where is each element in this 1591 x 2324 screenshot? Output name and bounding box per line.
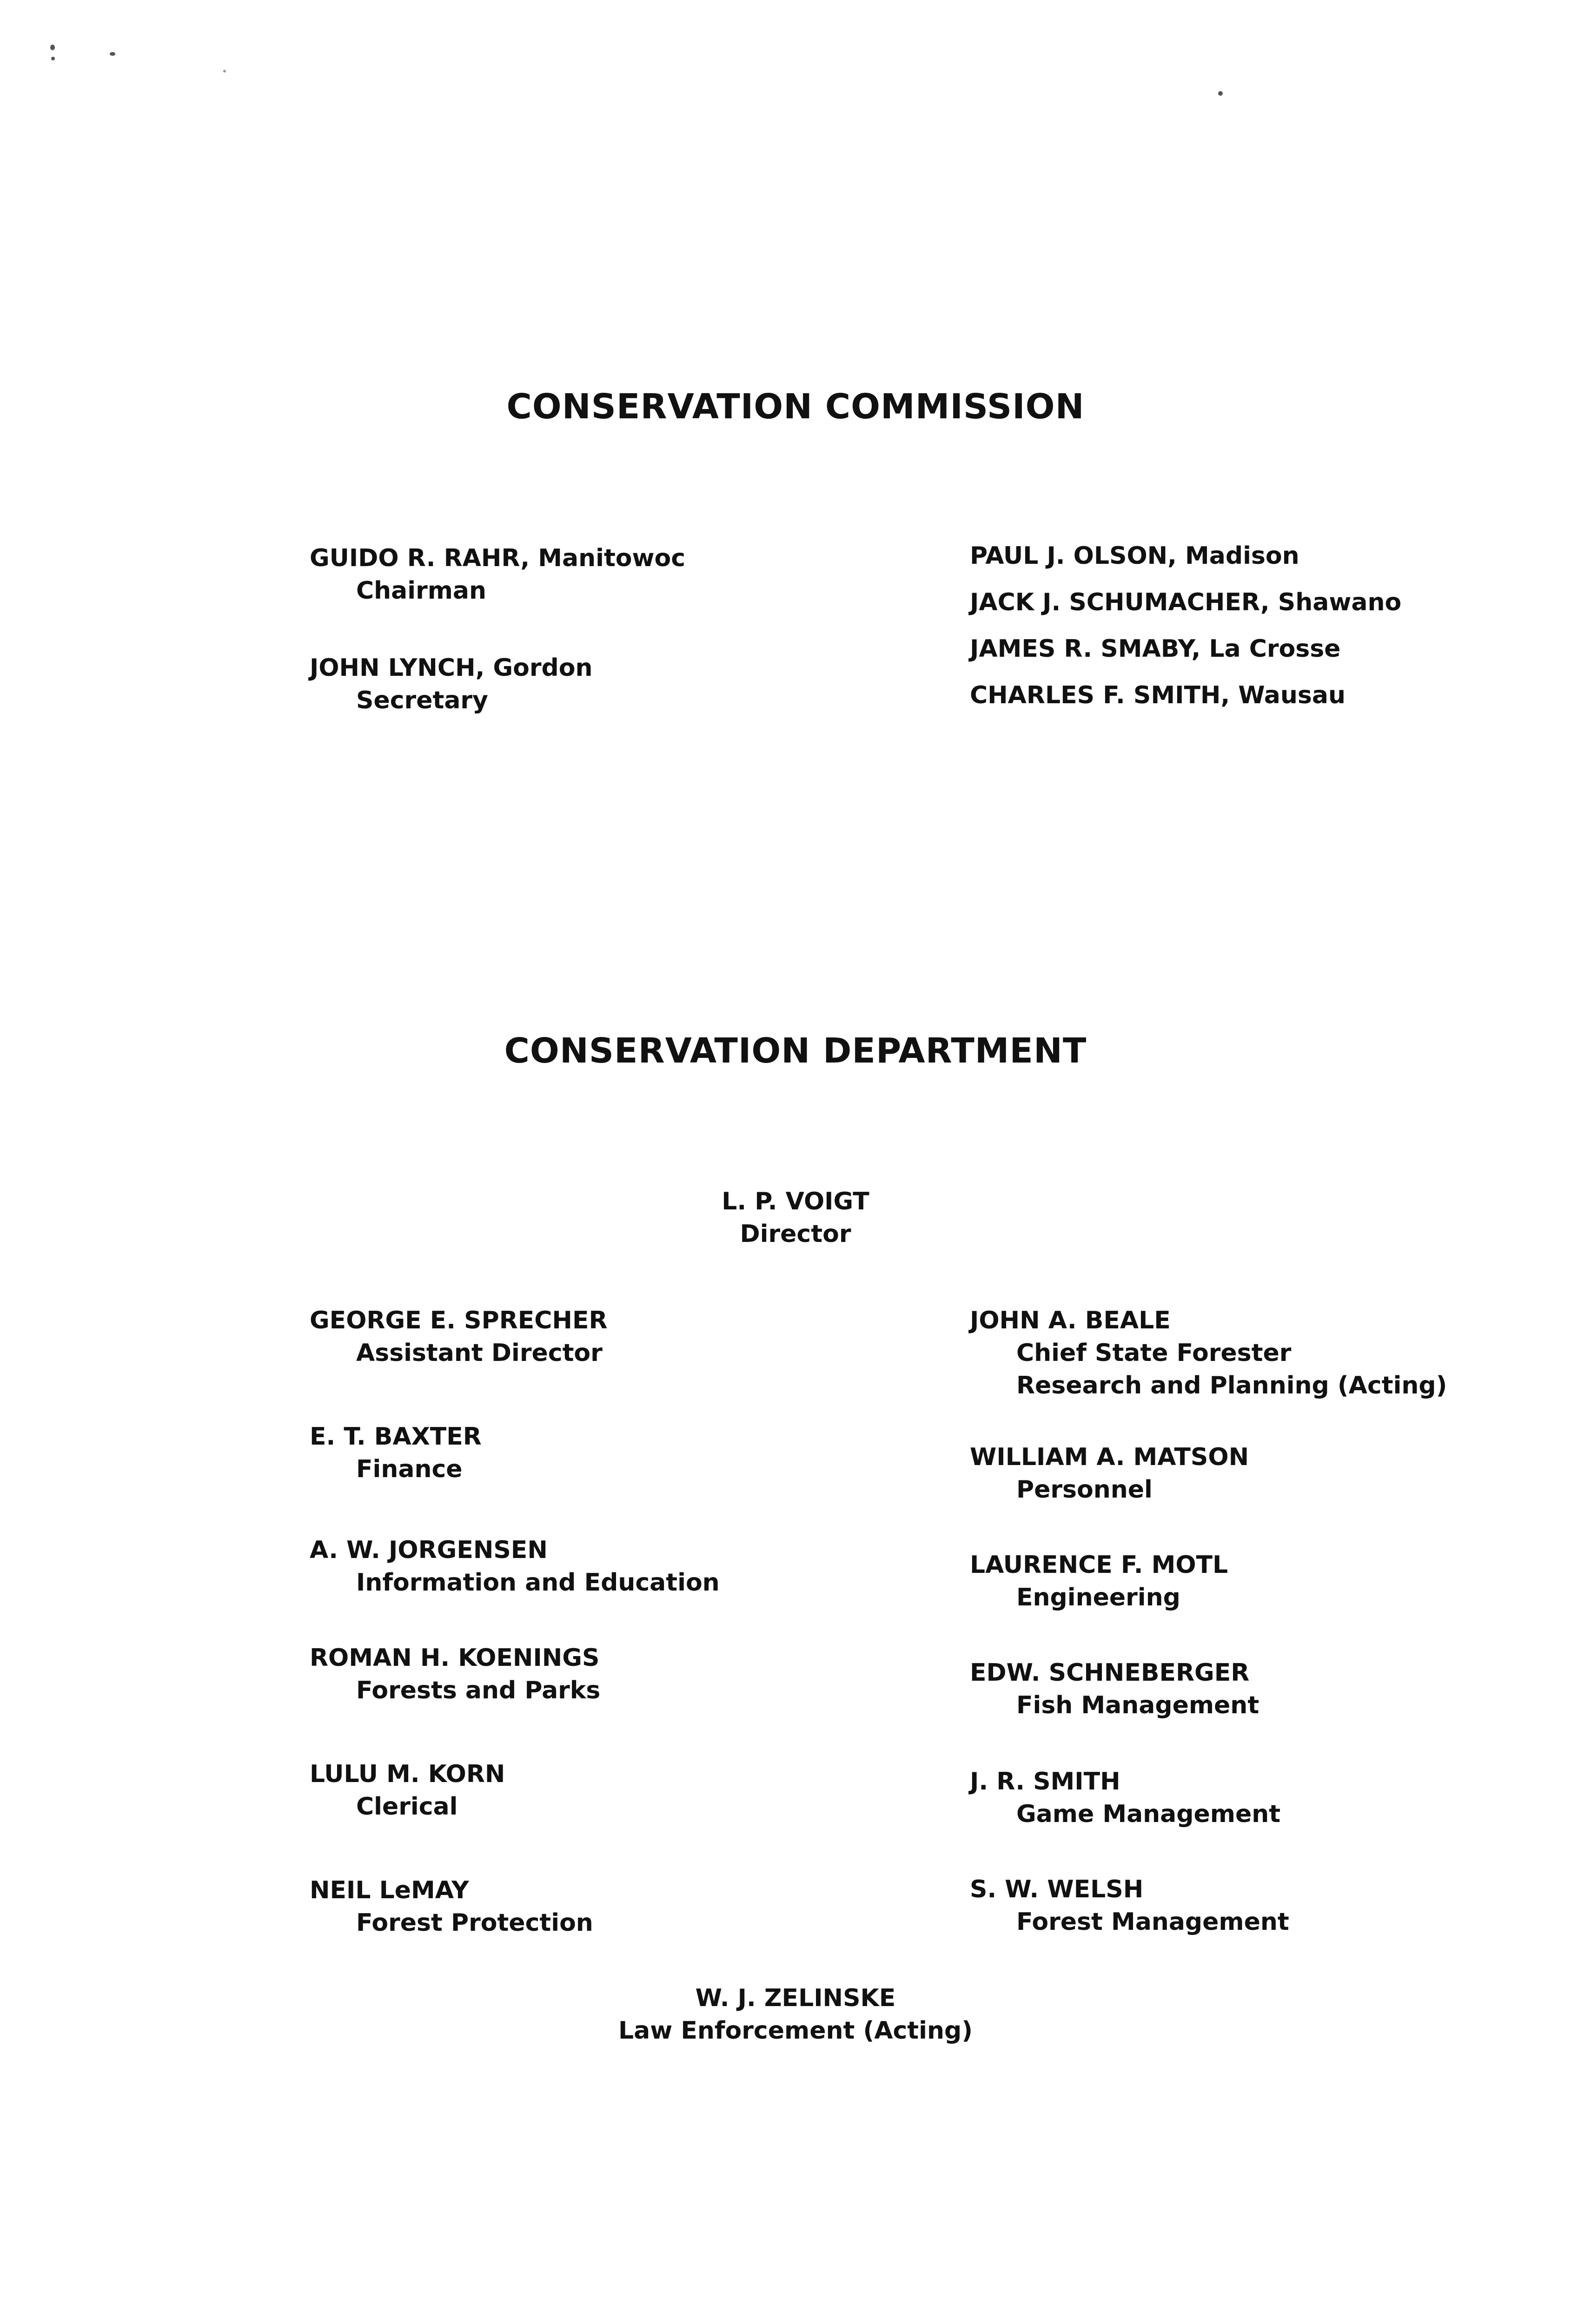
staff-name: JOHN A. BEALE [970, 1307, 1171, 1334]
commission-member: JACK J. SCHUMACHER, Shawano [970, 588, 1402, 616]
staff-entry [310, 1642, 600, 1707]
member-name: GUIDO R. RAHR, Manitowoc [310, 544, 686, 572]
staff-entry [970, 1765, 1280, 1830]
scan-speck [223, 70, 226, 73]
commission-member: CHARLES F. SMITH, Wausau [970, 681, 1346, 709]
staff-entry [970, 1873, 1289, 1938]
commission-heading: CONSERVATION COMMISSION [506, 387, 1085, 427]
member-role: Secretary [356, 687, 488, 714]
staff-name: S. W. WELSH [970, 1875, 1144, 1903]
staff-entry-bottom [563, 1982, 1028, 2047]
staff-role: Forests and Parks [356, 1677, 601, 1704]
director-role: Director [740, 1220, 851, 1248]
member-name: JOHN LYNCH, Gordon [310, 654, 593, 682]
commission-member [310, 542, 685, 607]
scan-speck [110, 52, 115, 56]
staff-role: Forest Management [1016, 1908, 1289, 1936]
staff-role: Engineering [1016, 1584, 1180, 1611]
staff-name: GEORGE E. SPRECHER [310, 1307, 608, 1334]
commission-member [310, 652, 592, 717]
staff-entry [970, 1657, 1259, 1722]
staff-name: A. W. JORGENSEN [310, 1536, 548, 1564]
staff-entry [970, 1304, 1447, 1402]
scan-speck [1218, 91, 1223, 96]
staff-name: W. J. ZELINSKE [695, 1984, 896, 2012]
staff-entry [310, 1304, 608, 1369]
staff-name: J. R. SMITH [970, 1768, 1120, 1796]
scan-speck [51, 57, 55, 60]
staff-name: LAURENCE F. MOTL [970, 1551, 1228, 1579]
staff-entry [970, 1441, 1249, 1506]
commission-member: PAUL J. OLSON, Madison [970, 542, 1299, 570]
staff-entry [310, 1420, 482, 1486]
staff-name: LULU M. KORN [310, 1760, 505, 1788]
staff-role: Fish Management [1016, 1691, 1260, 1719]
staff-entry [310, 1874, 593, 1939]
member-role: Chairman [356, 577, 487, 605]
staff-role: Assistant Director [356, 1339, 603, 1367]
department-heading: CONSERVATION DEPARTMENT [504, 1031, 1087, 1071]
staff-role: Personnel [1016, 1476, 1153, 1504]
staff-role-secondary: Research and Planning (Acting) [1016, 1372, 1447, 1400]
staff-role: Forest Protection [356, 1909, 593, 1937]
staff-entry [310, 1534, 720, 1599]
staff-name: E. T. BAXTER [310, 1423, 482, 1451]
staff-name: NEIL LeMAY [310, 1876, 469, 1904]
staff-role: Game Management [1016, 1800, 1281, 1828]
staff-role: Law Enforcement (Acting) [618, 2017, 973, 2045]
director-name: L. P. VOIGT [722, 1188, 869, 1215]
commission-member: JAMES R. SMABY, La Crosse [970, 635, 1341, 663]
staff-name: ROMAN H. KOENINGS [310, 1644, 600, 1672]
staff-name: WILLIAM A. MATSON [970, 1443, 1249, 1471]
staff-role: Finance [356, 1455, 463, 1483]
director [610, 1185, 981, 1250]
staff-entry [970, 1549, 1228, 1614]
staff-entry [310, 1758, 505, 1823]
staff-role: Chief State Forester [1016, 1339, 1292, 1367]
staff-role: Clerical [356, 1793, 458, 1821]
staff-role: Information and Education [356, 1569, 720, 1597]
scan-speck [50, 45, 55, 50]
staff-name: EDW. SCHNEBERGER [970, 1659, 1250, 1687]
